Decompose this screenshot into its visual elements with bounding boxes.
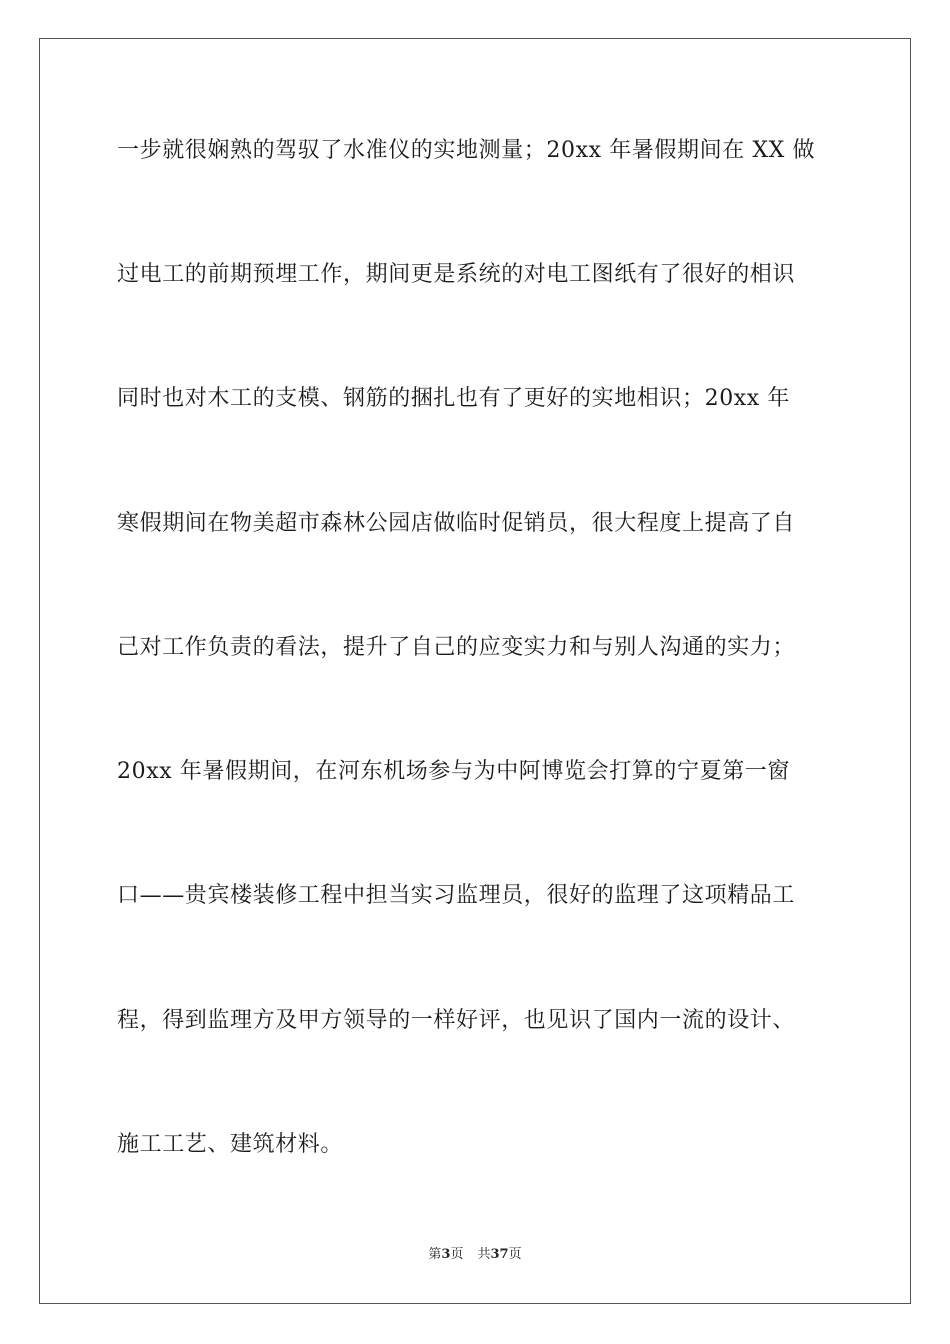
body-text-line-8: 程，得到监理方及甲方领导的一样好评，也见识了国内一流的设计、	[117, 1008, 796, 1033]
page-number-label: 第3页	[428, 1247, 464, 1262]
body-text-line-4: 寒假期间在物美超市森林公园店做临时促销员，很大程度上提高了自	[117, 511, 796, 536]
page-border	[39, 38, 911, 1304]
body-text-line-3: 同时也对木工的支模、钢筋的捆扎也有了更好的实地相识；20xx 年	[117, 386, 791, 411]
body-text-line-6: 20xx 年暑假期间，在河东机场参与为中阿博览会打算的宁夏第一窗	[117, 759, 791, 784]
total-pages-label: 共37页	[477, 1247, 522, 1262]
body-text-line-2: 过电工的前期预埋工作，期间更是系统的对电工图纸有了很好的相识	[117, 262, 796, 287]
body-text-line-5: 己对工作负责的看法，提升了自己的应变实力和与别人沟通的实力；	[117, 635, 796, 660]
body-text-line-1: 一步就很娴熟的驾驭了水准仪的实地测量；20xx 年暑假期间在 XX 做	[117, 138, 816, 163]
body-text-line-9: 施工工艺、建筑材料。	[117, 1132, 344, 1157]
body-text-line-7: 口——贵宾楼装修工程中担当实习监理员，很好的监理了这项精品工	[117, 883, 796, 908]
page-footer	[0, 1246, 950, 1264]
